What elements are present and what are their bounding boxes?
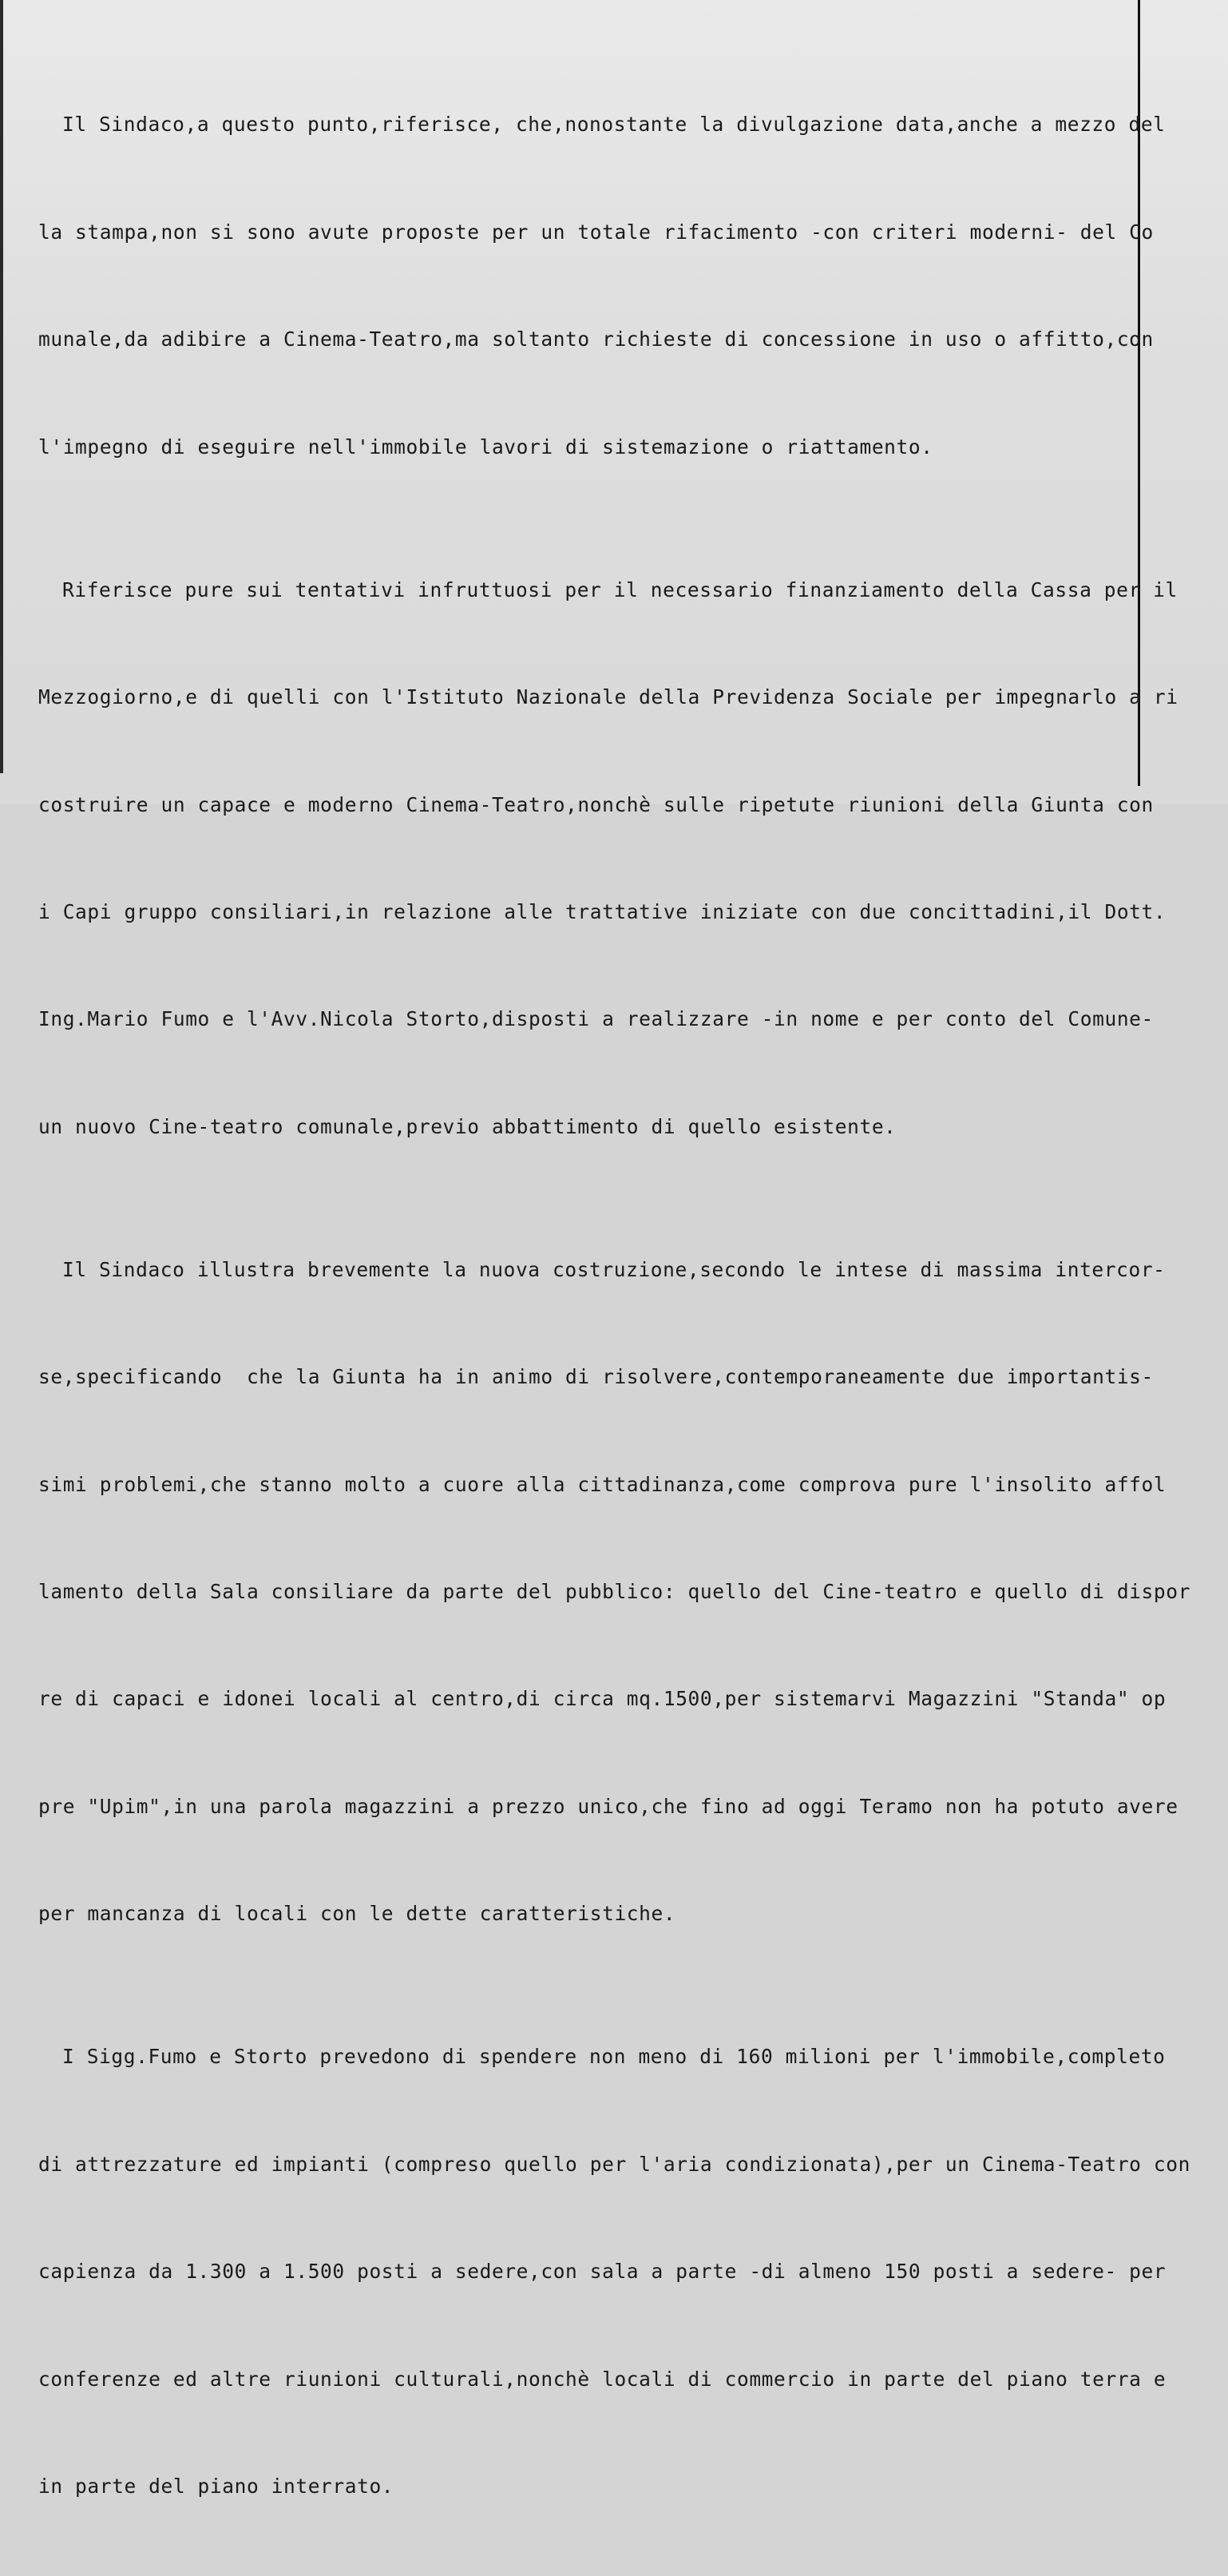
text-line: Riferisce pure sui tentativi infruttuosi per il necessario finanziamento della Cassa per il (62, 578, 1178, 601)
text-line: simi problemi,che stanno molto a cuore alla cittadinanza,come comprova pure l'insolito affol (38, 1472, 1167, 1496)
text-line: i Capi gruppo consiliari,in relazione alle trattative iniziate con due concittadini,il Dott. (38, 899, 1167, 923)
text-line: Il Sindaco,a questo punto,riferisce, che,nonostante la divulgazione data,anche a mezzo del (62, 113, 1166, 137)
typewritten-text-body (38, 0, 1220, 2576)
text-line: un nuovo Cine-teatro comunale,previo abbattimento di quello esistente. (38, 1114, 897, 1138)
text-line: l'impegno di eseguire nell'immobile lavori di sistemazione o riattamento. (38, 435, 933, 458)
text-line: per mancanza di locali con le dette caratteristiche. (38, 1902, 676, 1926)
text-line: in parte del piano interrato. (38, 2474, 394, 2498)
text-line: costruire un capace e moderno Cinema-Teatro,nonchè sulle ripetute riunioni della Giunta con (38, 792, 1154, 816)
left-page-edge (0, 0, 3, 773)
text-line: Mezzogiorno,e di quelli con l'Istituto Nazionale della Previdenza Sociale per impegnarlo a ri (38, 685, 1178, 709)
text-line: la stampa,non si sono avute proposte per un totale rifacimento -con criteri moderni- del Co (38, 220, 1154, 244)
text-line: Il Sindaco illustra brevemente la nuova costruzione,secondo le intese di massima intercor- (62, 1257, 1166, 1281)
text-line: Ing.Mario Fumo e l'Avv.Nicola Storto,disposti a realizzare -in nome e per conto del Comune- (38, 1007, 1154, 1031)
text-line: I Sigg.Fumo e Storto prevedono di spendere non meno di 160 milioni per l'immobile,completo (62, 2045, 1166, 2069)
text-line: se,specificando che la Giunta ha in animo di risolvere,contemporaneamente due importantis- (38, 1365, 1154, 1389)
text-line: munale,da adibire a Cinema-Teatro,ma soltanto richieste di concessione in uso o affitto,con (38, 327, 1154, 351)
text-line: re di capaci e idonei locali al centro,di circa mq.1500,per sistemarvi Magazzini "Standa" op (38, 1687, 1167, 1711)
text-line: di attrezzature ed impianti (compreso quello per l'aria condizionata),per un Cinema-Teatro con (38, 2152, 1190, 2176)
text-line: lamento della Sala consiliare da parte del pubblico: quello del Cine-teatro e quello di dispor (38, 1580, 1190, 1604)
text-line: pre "Upim",in una parola magazzini a prezzo unico,che fino ad oggi Teramo non ha potuto avere (38, 1794, 1178, 1818)
text-line: capienza da 1.300 a 1.500 posti a sedere,con sala a parte -di almeno 150 posti a sedere- per (38, 2260, 1167, 2284)
text-line: conferenze ed altre riunioni culturali,nonchè locali di commercio in parte del piano terra e (38, 2367, 1167, 2391)
